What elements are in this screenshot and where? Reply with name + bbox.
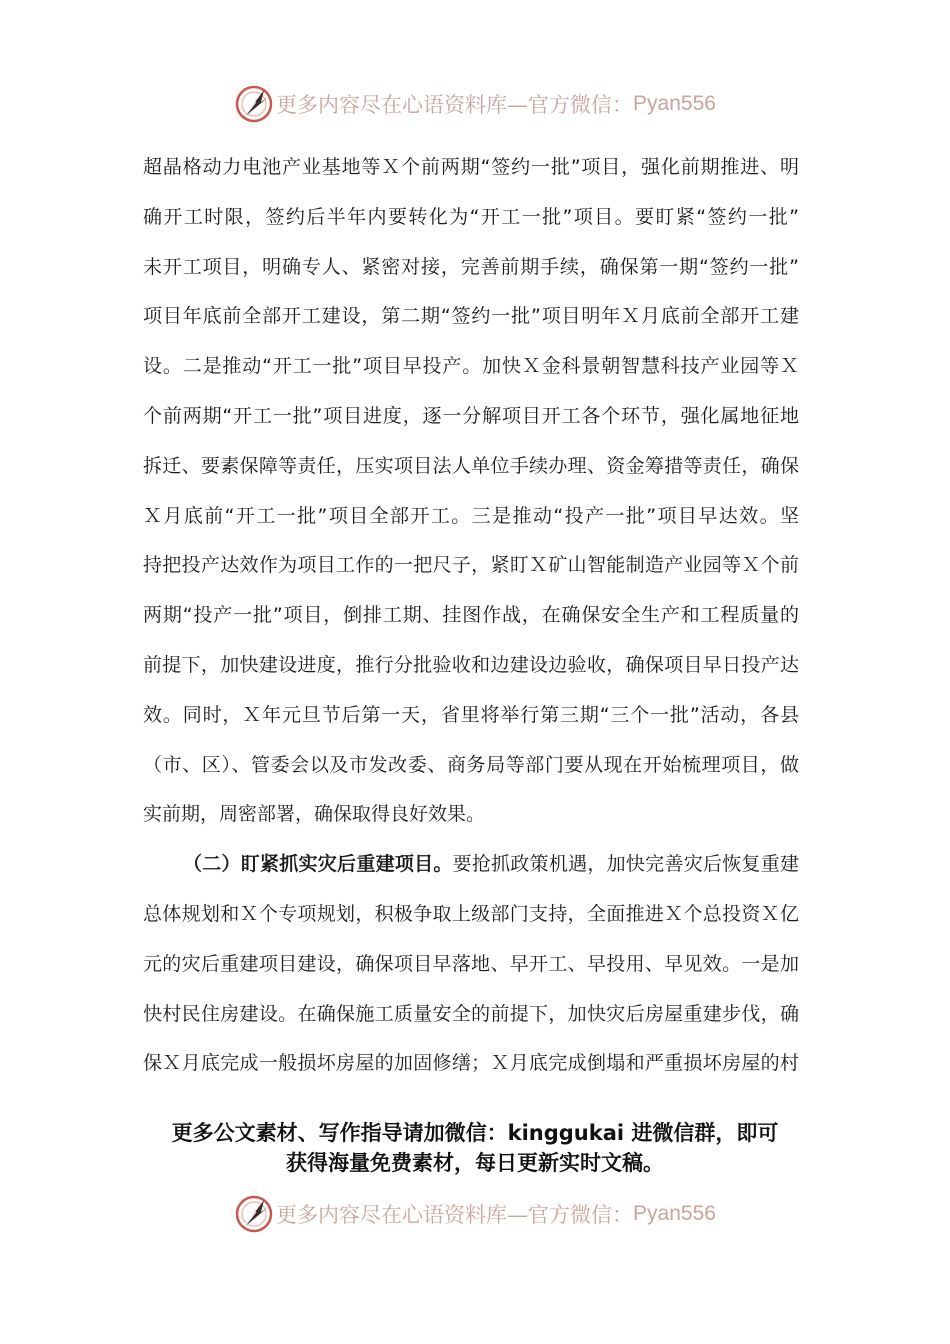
header-watermark xyxy=(0,82,950,126)
paragraph-line: 两期“投产一批”项目，倒排工期、挂图作战，在确保安全生产和工程质量的 xyxy=(143,604,799,627)
paragraph-line: 前提下，加快建设进度，推行分批验收和边建设边验收，确保项目早日投产达 xyxy=(143,653,799,676)
footer-watermark xyxy=(0,1192,950,1236)
paragraph-line: 实前期，周密部署，确保取得良好效果。 xyxy=(143,803,486,826)
watermark-text: 更多内容尽在心语资料库—官方微信： xyxy=(276,1203,634,1227)
watermark-wechat-id: Pyan556 xyxy=(633,1202,716,1225)
paragraph-line: 设。二是推动“开工一批”项目早投产。加快Ｘ金科景朝智慧科技产业园等Ｘ xyxy=(143,355,799,378)
paragraph-line: 未开工项目，明确专人、紧密对接，完善前期手续，确保第一期“签约一批” xyxy=(143,255,799,278)
paragraph-line: 超晶格动力电池产业基地等Ｘ个前两期“签约一批”项目，强化前期推进、明 xyxy=(143,156,799,178)
paragraph-line: 拆迁、要素保障等责任，压实项目法人单位手续办理、资金筹措等责任，确保 xyxy=(143,454,799,477)
paragraph-line: 元的灾后重建项目建设，确保项目早落地、早开工、早投用、早见效。一是加 xyxy=(143,952,799,975)
section-first-line-text: 要抢抓政策机遇，加快完善灾后恢复重建 xyxy=(452,853,799,876)
section-heading: （二）盯紧抓实灾后重建项目。 xyxy=(183,853,453,876)
paragraph-line: （市、区）、管委会以及市发改委、商务局等部门要从现在开始梳理项目，做 xyxy=(143,753,799,776)
paragraph-line: 保Ｘ月底完成一般损坏房屋的加固修缮；Ｘ月底完成倒塌和严重损坏房屋的村 xyxy=(143,1052,799,1075)
paragraph-line: 快村民住房建设。在确保施工质量安全的前提下，加快灾后房屋重建步伐，确 xyxy=(143,1002,799,1025)
paragraph-line: 总体规划和Ｘ个专项规划，积极争取上级部门支持，全面推进Ｘ个总投资Ｘ亿 xyxy=(143,902,799,925)
paragraph-line: 项目年底前全部开工建设，第二期“签约一批”项目明年Ｘ月底前全部开工建 xyxy=(143,305,799,328)
paragraph-line: 持把投产达效作为项目工作的一把尺子，紧盯Ｘ矿山智能制造产业园等Ｘ个前 xyxy=(143,554,799,577)
quill-pen-logo-icon xyxy=(234,84,274,124)
promo-notice xyxy=(0,1118,950,1178)
watermark-text: 更多内容尽在心语资料库—官方微信： xyxy=(276,93,634,117)
promo-line-2: 获得海量免费素材，每日更新实时文稿。 xyxy=(286,1151,664,1175)
paragraph-line: 效。同时，Ｘ年元旦节后第一天，省里将举行第三期“三个一批”活动，各县 xyxy=(143,703,799,726)
promo-line-1: 更多公文素材、写作指导请加微信：kinggukai 进微信群，即可 xyxy=(171,1121,779,1145)
paragraph-line: 个前两期“开工一批”项目进度，逐一分解项目开工各个环节，强化属地征地 xyxy=(143,404,799,427)
document-body xyxy=(143,143,799,1089)
paragraph-line: Ｘ月底前“开工一批”项目全部开工。三是推动“投产一批”项目早达效。坚 xyxy=(143,504,799,527)
section-first-line xyxy=(143,840,799,890)
quill-pen-logo-icon xyxy=(234,1194,274,1234)
paragraph-line: 确开工时限，签约后半年内要转化为“开工一批”项目。要盯紧“签约一批” xyxy=(143,205,799,228)
watermark-wechat-id: Pyan556 xyxy=(633,92,716,115)
